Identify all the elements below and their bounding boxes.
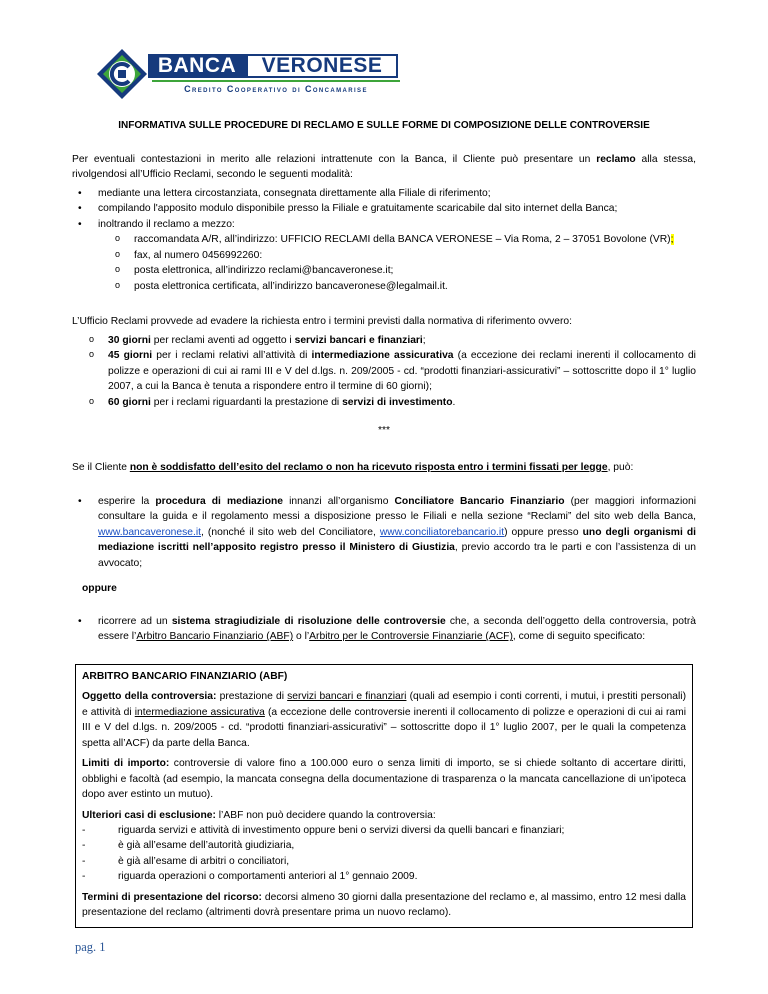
list-item: o fax, al numero 0456992260:	[98, 248, 696, 263]
section-separator: ***	[377, 425, 391, 436]
abf-limiti: Limiti di importo: controversie di valore fino a 100.000 euro o senza limiti di importo, se si chiede soltanto di accertare diritti, obblighi e facoltà (ad esempio, la mancata consegna della documentazione di trasparenza o la mancata cancellazione di un’ipoteca dopo aver estinto un mutuo).	[82, 758, 686, 801]
bank-logo	[96, 48, 406, 100]
page-number: pag. 1	[75, 940, 106, 954]
list-item: • esperire la procedura di mediazione innanzi all’organismo Conciliatore Bancario Finanziario (per maggiori informazioni consultare la guida e il regolamento messi a disposizione presso le Filiali e nella sezione “Reclami” del sito web della Banca, www.bancaveronese.it, (nonché il sito web del Conciliatore, www.conciliatorebancario.it) oppure presso uno degli organismi di mediazione iscritti nell’apposito registro presso il Ministero di Giustizia, previo accordo tra le parti e con l’assistenza di un avvocato;	[72, 494, 696, 571]
list-item: • compilando l'apposito modulo disponibile presso la Filiale e gratuitamente scaricabile dal sito internet della Banca;	[72, 201, 696, 216]
bank-website-link[interactable]: www.bancaveronese.it	[98, 526, 202, 538]
oppure-label: oppure	[82, 583, 117, 594]
logo-name-veronese: VERONESE	[261, 54, 383, 77]
abf-heading: ARBITRO BANCARIO FINANZIARIO (ABF)	[82, 671, 288, 682]
conciliatore-website-link[interactable]: www.conciliatorebancario.it	[379, 526, 505, 538]
mediation-option	[72, 494, 696, 571]
document-title: INFORMATIVA SULLE PROCEDURE DI RECLAMO E SULLE FORME DI COMPOSIZIONE DELLE CONTROVERSIE	[118, 120, 650, 131]
list-item: o raccomandata A/R, all’indirizzo: UFFICIO RECLAMI della BANCA VERONESE – Via Roma, 2 – 37051 Bovolone (VR);	[98, 232, 696, 247]
list-item: o 45 giorni per i reclami relativi all’attività di intermediazione assicurativa (a eccezione dei reclami inerenti il collocamento di polizze e operazioni di cui ai rami III e V del d.lgs. n. 209/2005 - cd. “prodotti finanziari-assicurativi” – sottoscritte dopo il 1° luglio 2007, a cui la Banca è tenuta a rispondere entro il termine di 60 giorni);	[72, 348, 696, 394]
abf-oggetto: Oggetto della controversia: prestazione di servizi bancari e finanziari (quali ad esempio i conti correnti, i mutui, i prestiti personali) e attività di intermediazione assicurativa (a eccezione delle controversie inerenti il collocamento di polizze e operazioni di cui ai rami III e V del d.lgs. n. 209/2005 - cd. “prodotti finanziari-assicurativi” – sottoscritte dopo il 1° luglio 2007, per le quali la competenza spetta all’ACF) da parte della Banca.	[82, 691, 686, 749]
abf-termini: Termini di presentazione del ricorso: decorsi almeno 30 giorni dalla presentazione del reclamo e, al massimo, entro 12 mesi dalla presentazione del reclamo (altrimenti dovrà presentare prima un nuovo reclamo).	[82, 891, 686, 919]
list-item: o posta elettronica certificata, all’indirizzo bancaveronese@legalmail.it.	[98, 279, 696, 294]
adr-option	[72, 614, 696, 645]
list-item: • inoltrando il reclamo a mezzo: o raccomandata A/R, all’indirizzo: UFFICIO RECLAMI della BANCA VERONESE – Via Roma, 2 – 37051 Bovolone (VR); o fax, al numero 0456992260: o posta elettronica, all’indirizzo reclami@bancaveronese.it; o posta elettronica certificata, all’indirizzo bancaveronese@legalmail.it.	[72, 217, 696, 294]
list-item: o posta elettronica, all’indirizzo reclami@bancaveronese.it;	[98, 263, 696, 278]
list-item: o 30 giorni per reclami aventi ad oggetto i servizi bancari e finanziari;	[72, 333, 696, 348]
bank-emblem-icon	[96, 48, 148, 100]
list-item: • mediante una lettera circostanziata, consegnata direttamente alla Filiale di riferimento;	[72, 186, 696, 201]
list-item: - è già all’esame dell’autorità giudiziaria,	[82, 838, 686, 853]
logo-subtitle: Credito Cooperativo di Concamarise	[152, 80, 400, 98]
complaint-methods	[72, 186, 696, 294]
intro-paragraph: Per eventuali contestazioni in merito alle relazioni intrattenute con la Banca, il Cliente può presentare un reclamo alla stessa, rivolgendosi all’Ufficio Reclami, secondo le seguenti modalità:	[72, 154, 696, 181]
list-item: - è già all’esame di arbitri o conciliatori,	[82, 854, 686, 869]
list-item: - riguarda servizi e attività di investimento oppure beni o servizi diversi da quelli bancari e finanziari;	[82, 823, 686, 838]
unsatisfied-paragraph: Se il Cliente non è soddisfatto dell’esito del reclamo o non ha ricevuto risposta entro i termini fissati per legge, può:	[72, 462, 634, 473]
list-item: o 60 giorni per i reclami riguardanti la prestazione di servizi di investimento.	[72, 395, 696, 410]
list-item: - riguarda operazioni o comportamenti anteriori al 1° gennaio 2009.	[82, 869, 686, 884]
list-item: • ricorrere ad un sistema stragiudiziale di risoluzione delle controversie che, a seconda dell’oggetto della controversia, potrà essere l’Arbitro Bancario Finanziario (ABF) o l’Arbitro per le Controversie Finanziarie (ACF), come di seguito specificato:	[72, 614, 696, 645]
response-terms	[72, 333, 696, 410]
abf-esclusione: Ulteriori casi di esclusione: l’ABF non può decidere quando la controversia: - riguarda servizi e attività di investimento oppure beni o servizi diversi da quelli bancari e finanziari; - è già all’esame dell’autorità giudiziaria, - è già all’esame di arbitri o conciliatori, - riguarda operazioni o comportamenti anteriori al 1° gennaio 2009.	[82, 808, 686, 885]
abf-info-box	[75, 664, 693, 928]
response-terms-intro: L’Ufficio Reclami provvede ad evadere la richiesta entro i termini previsti dalla normativa di riferimento ovvero:	[72, 316, 573, 327]
highlighted-text: ;	[670, 234, 674, 246]
logo-name-banca: BANCA	[157, 54, 237, 77]
